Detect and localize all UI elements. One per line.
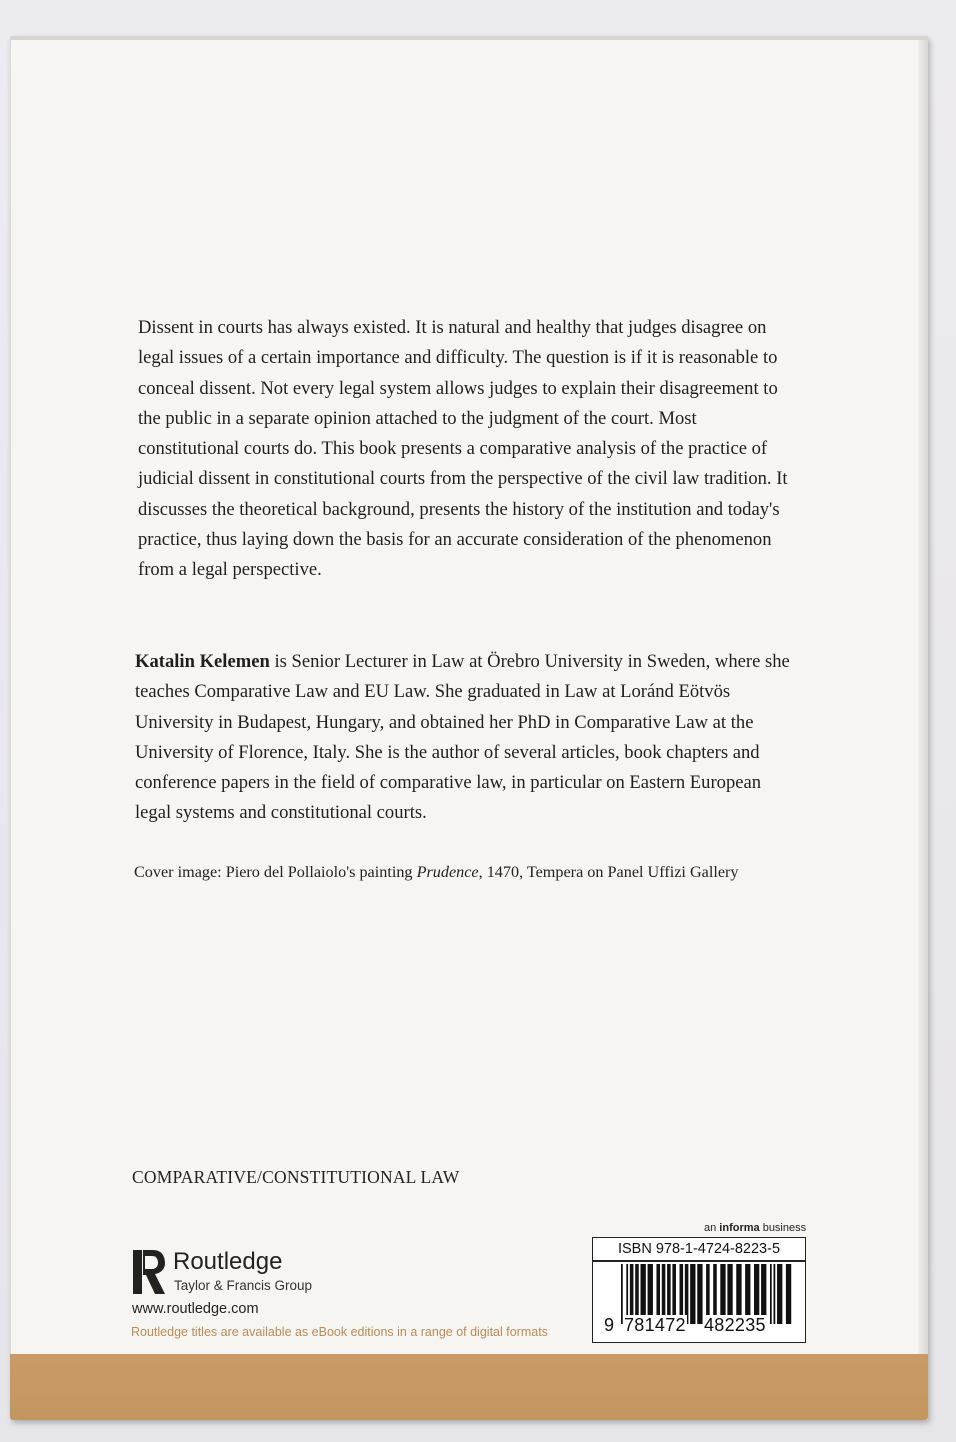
barcode-bar — [770, 1264, 772, 1324]
isbn-barcode — [592, 1237, 806, 1343]
barcode-bar — [773, 1264, 775, 1324]
cover-right-edge — [918, 40, 928, 1420]
description-text: Dissent in courts has always existed. It is natural and healthy that judges disagree on legal issues of a certain importance and difficulty. The question is if it is reasonable to conceal dissent. Not every legal system allows judges to explain their disagreement to the public in a separate opinion attached to the judgment of the court. Most constitutional courts do. This book presents a comparative analysis of the practice of judicial dissent in constitutional courts from the perspective of the civil law tradition. It discusses the theoretical background, presents the history of the institution and today's practice, thus laying down the basis for an accurate consideration of the phenomenon from a legal perspective. — [138, 317, 788, 581]
author-bio — [135, 647, 800, 829]
routledge-logo-icon — [131, 1248, 167, 1296]
informa-prefix: an — [704, 1222, 720, 1234]
barcode-bar — [697, 1264, 702, 1324]
credit-suffix: , 1470, Tempera on Panel Uffizi Gallery — [478, 863, 739, 881]
credit-prefix: Cover image: Piero del Pollaiolo's painting — [134, 863, 417, 881]
barcode-bar — [786, 1264, 791, 1324]
painting-title: Prudence — [416, 863, 479, 881]
isbn-label: ISBN 978-1-4724-8223-5 — [617, 1241, 781, 1257]
author-name: Katalin Kelemen — [135, 651, 270, 672]
book-description — [138, 313, 798, 586]
barcode-bar — [690, 1264, 695, 1324]
barcode-digit-group-1: 781472 — [624, 1315, 686, 1335]
publisher-group: Taylor & Francis Group — [174, 1278, 313, 1293]
informa-word: informa — [719, 1222, 760, 1234]
cover-image-credit — [134, 860, 834, 884]
author-bio-text: is Senior Lecturer in Law at Örebro University in Sweden, where she teaches Comparative Law and EU Law. She graduated in Law at Loránd Eötvös University in Budapest, Hungary, and obtained her PhD in Comparative Law at the University of Florence, Italy. She is the author of several articles, book chapters and conference papers in the field of comparative law, in particular on Eastern European legal systems and constitutional courts. — [135, 651, 790, 824]
isbn-divider — [593, 1260, 805, 1262]
cover-top-edge — [10, 36, 928, 40]
publisher-name: Routledge — [173, 1248, 283, 1275]
barcode-digit-group-2: 482235 — [704, 1315, 766, 1335]
ebook-note: Routledge titles are available as eBook editions in a range of digital formats — [131, 1325, 548, 1339]
subject-category: COMPARATIVE/CONSTITUTIONAL LAW — [132, 1167, 460, 1187]
barcode-digit-lead: 9 — [604, 1315, 615, 1335]
cover-bottom-band — [10, 1354, 928, 1420]
informa-suffix: business — [759, 1222, 807, 1234]
barcode-bar — [777, 1264, 782, 1324]
informa-business-tag — [704, 1222, 806, 1234]
publisher-website: www.routledge.com — [132, 1301, 259, 1317]
